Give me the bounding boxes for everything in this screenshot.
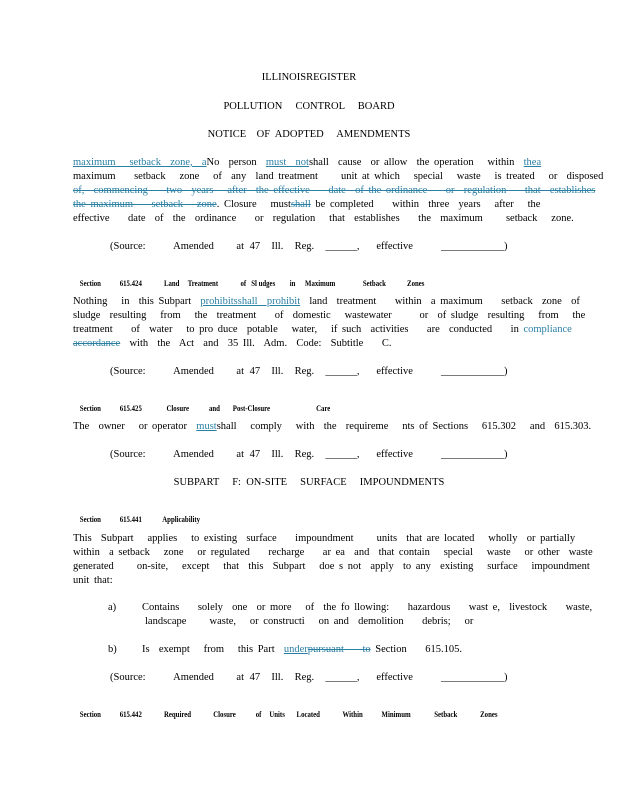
hdr-word: Located [296, 710, 320, 719]
hdr-word: Closure [213, 710, 236, 719]
hdr-word: Setback [434, 710, 458, 719]
hdr-word: Within [342, 710, 363, 719]
hdr-word: Applicability [162, 515, 201, 524]
section-615-442-heading [73, 701, 498, 728]
p1-line2: maximum setback zone of any land treatment unit at which special waste is treated or disposed [73, 171, 604, 182]
hdr-word: Section [79, 710, 101, 719]
item-b-line1: Is exempt from this Part underpursuant to Section 615.105. [142, 644, 462, 655]
section-615-425-heading [73, 395, 330, 422]
p2-line3: treatment of water to pro duce potable water, if such activities are conducted in compliance [73, 324, 572, 335]
p4-line1: This Subpart applies to existing surface impoundment units that are located wholly or partially [73, 533, 576, 544]
p2-line4: accordance with the Act and 35 Ill. Adm. Code: Subtitle C. [73, 338, 392, 349]
hdr-word: Section [79, 279, 101, 288]
item-a-label: a) [108, 602, 117, 613]
p1-line3: of, commencing two years after the effective date of the ordinance or regulation that establishes [73, 185, 596, 196]
p3-line1: The owner or operator mustshall comply with the requireme nts of Sections 615.302 and 615.303. [73, 421, 592, 432]
hdr-word: Minimum [381, 710, 411, 719]
hdr-word: Zones [480, 710, 498, 719]
board-title: POLLUTION CONTROL BOARD [223, 101, 395, 112]
hdr-word: in [289, 279, 296, 288]
section-615-441-heading [73, 506, 200, 533]
p4-line4: unit that: [73, 575, 113, 586]
hdr-word: 615.425 [119, 404, 142, 413]
hdr-word: 615.424 [119, 279, 142, 288]
hdr-word: Zones [407, 279, 425, 288]
hdr-word: Treatment [187, 279, 219, 288]
hdr-word: Section [79, 404, 101, 413]
hdr-word: of [255, 710, 262, 719]
hdr-word: and [209, 404, 220, 413]
p4-line3: generated on-site, except that this Subpart doe s not apply to any existing surface impoundment [73, 561, 590, 572]
p1-line5: effective date of the ordinance or regulation that establishes the maximum setback zone. [73, 213, 574, 224]
register-title: ILLINOISREGISTER [261, 72, 357, 83]
source-note-3: (Source: Amended at 47 Ill. Reg. ______, effective ____________) [110, 449, 508, 460]
hdr-word: 615.442 [119, 710, 142, 719]
item-a-line1: Contains solely one or more of the fo llowing: hazardous wast e, livestock waste, [142, 602, 593, 613]
hdr-word: Setback [362, 279, 386, 288]
p4-line2: within a setback zone or regulated recharge ar ea and that contain special waste or other waste [73, 547, 593, 558]
hdr-word: Closure [166, 404, 190, 413]
hdr-word: Section [79, 515, 101, 524]
subpart-f-heading: SUBPART F: ON-SITE SURFACE IMPOUNDMENTS [173, 477, 445, 488]
hdr-word: Required [163, 710, 192, 719]
p1-line1: maximum setback zone, aNo person must notshall cause or allow the operation within thea [73, 157, 542, 168]
hdr-word: Post-Closure [232, 404, 271, 413]
hdr-word: of Sl udges [240, 279, 276, 288]
source-note-4: (Source: Amended at 47 Ill. Reg. ______, effective ____________) [110, 672, 508, 683]
hdr-word: Units [269, 710, 285, 719]
hdr-word: Land [163, 279, 180, 288]
hdr-word: 615.441 [119, 515, 142, 524]
p2-line2: sludge resulting from the treatment of domestic wastewater or of sludge resulting from the [73, 310, 586, 321]
source-note-2: (Source: Amended at 47 Ill. Reg. ______, effective ____________) [110, 366, 508, 377]
p1-line4: the maximum setback zone. Closure mustshall be completed within three years after the [73, 199, 541, 210]
hdr-word: Maximum [305, 279, 336, 288]
item-b-label: b) [108, 644, 117, 655]
section-615-424-heading [73, 270, 424, 297]
hdr-word: Care [316, 404, 331, 413]
p2-line1: Nothing in this Subpart prohibitsshall prohibit land treatment within a maximum setback zone of [73, 296, 580, 307]
notice-title: NOTICE OF ADOPTED AMENDMENTS [207, 129, 411, 140]
item-a-line2: landscape waste, or constructi on and demolition debris; or [145, 616, 474, 627]
source-note-1: (Source: Amended at 47 Ill. Reg. ______, effective ____________) [110, 241, 508, 252]
